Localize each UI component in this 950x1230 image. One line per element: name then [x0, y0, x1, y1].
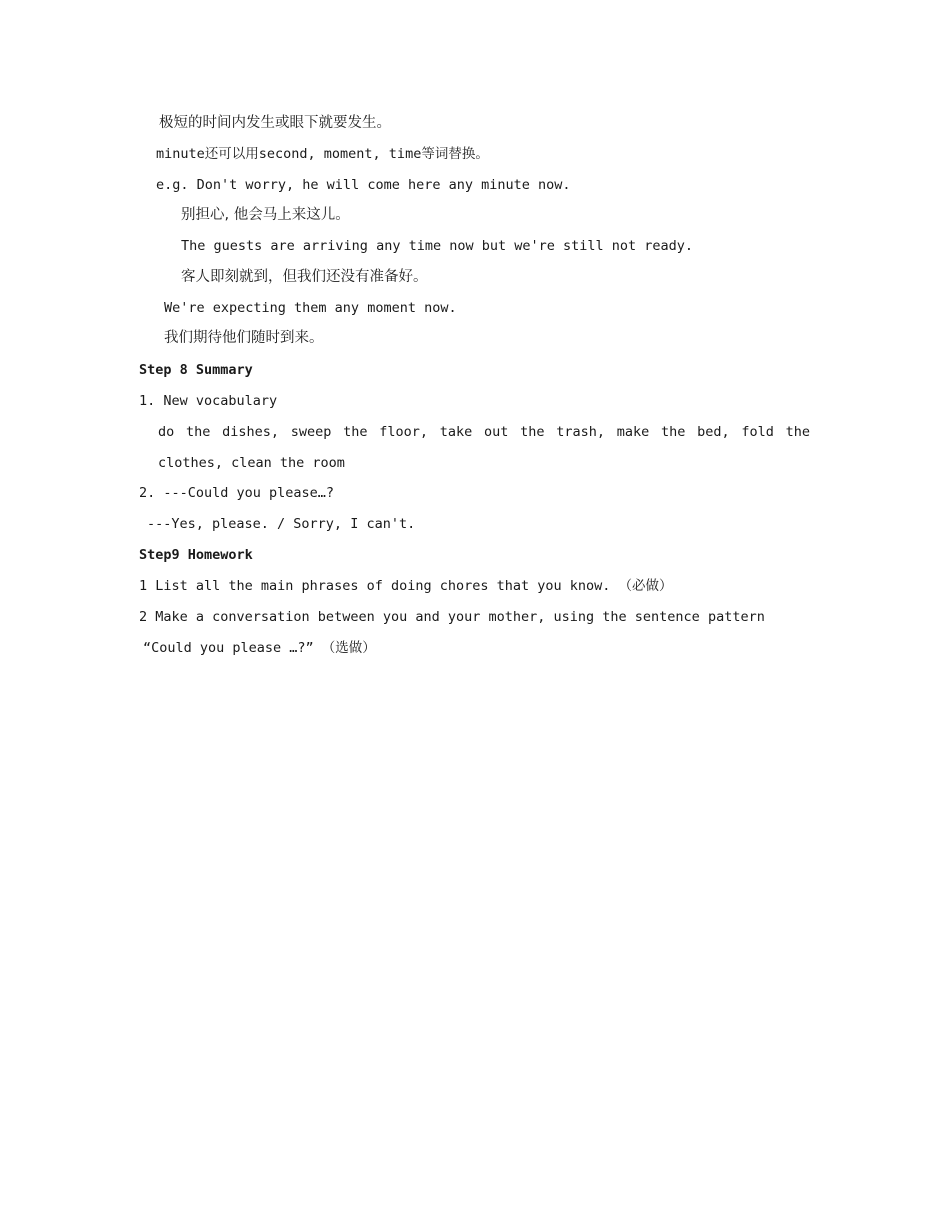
- replacement-note: minute还可以用second, moment, time等词替换。: [156, 146, 489, 162]
- summary-item-2: 2. ---Could you please…?: [139, 485, 335, 501]
- example-translation-3: 我们期待他们随时到来。: [164, 330, 324, 346]
- summary-item-2-answer: ---Yes, please. / Sorry, I can't.: [147, 516, 416, 532]
- example-sentence-3: We're expecting them any moment now.: [164, 300, 457, 316]
- explanation-line: 极短的时间内发生或眼下就要发生。: [159, 115, 391, 131]
- section-heading-homework: Step9 Homework: [139, 547, 253, 563]
- vocabulary-list-line-2: clothes, clean the room: [158, 455, 345, 471]
- homework-item-2: 2 Make a conversation between you and your mother, using the sentence pattern: [139, 609, 765, 625]
- example-translation-1: 别担心, 他会马上来这儿。: [181, 207, 350, 223]
- example-sentence-2: The guests are arriving any time now but we're still not ready.: [181, 238, 694, 254]
- summary-item-1: 1. New vocabulary: [139, 393, 278, 409]
- example-sentence-1: e.g. Don't worry, he will come here any minute now.: [156, 177, 571, 193]
- example-translation-2: 客人即刻就到，但我们还没有准备好。: [181, 269, 428, 285]
- homework-item-2-pattern: “Could you please …?” （选做）: [143, 640, 376, 656]
- section-heading-summary: Step 8 Summary: [139, 362, 253, 378]
- vocabulary-list-line-1: do the dishes, sweep the floor, take out the trash, make the bed, fold the: [158, 424, 810, 440]
- homework-item-1: 1 List all the main phrases of doing chores that you know. （必做）: [139, 578, 673, 594]
